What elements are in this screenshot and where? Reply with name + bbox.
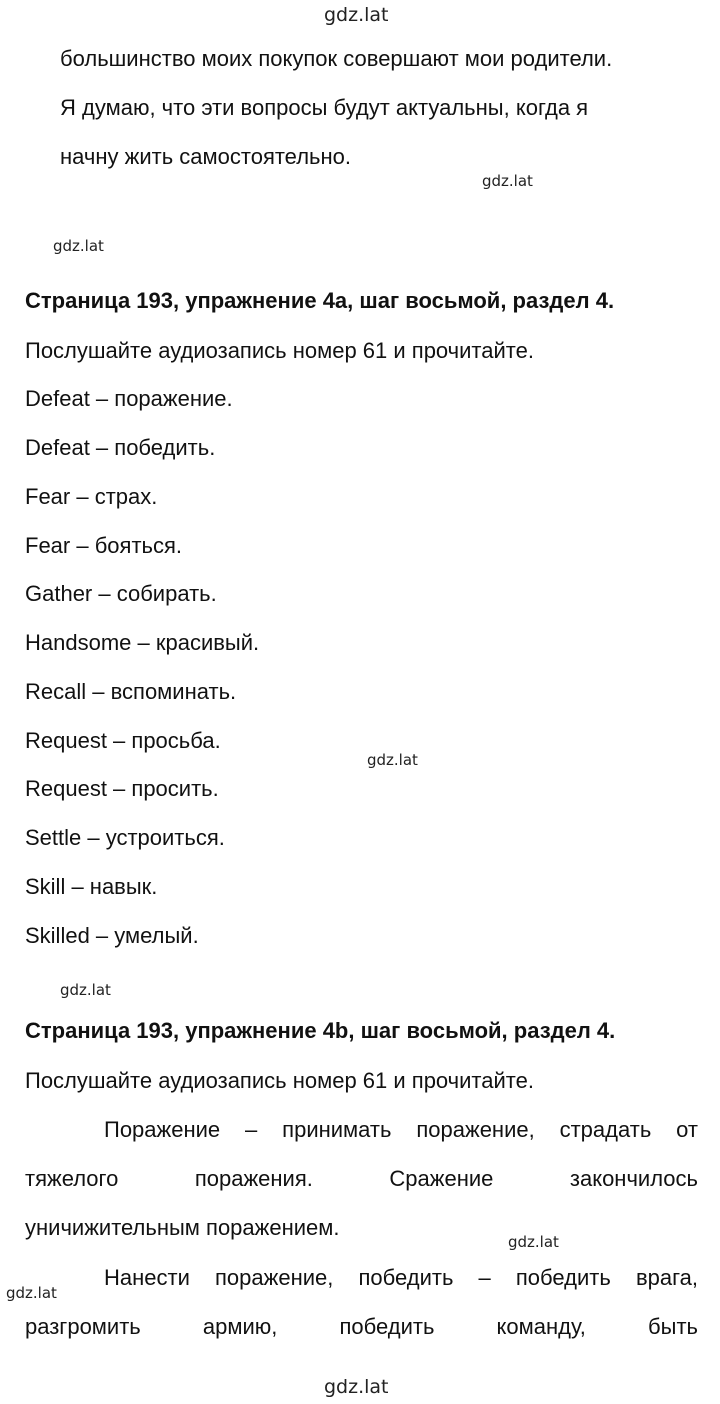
paragraph-line: разгромить армию, победить команду, быть xyxy=(25,1314,698,1339)
intro-line: начну жить самостоятельно. xyxy=(60,144,351,169)
intro-line: большинство моих покупок совершают мои родители. xyxy=(60,46,613,71)
paragraph-line: Нанести поражение, победить – победить врага, xyxy=(104,1265,698,1290)
vocabulary-item: Fear – страх. xyxy=(25,484,158,509)
watermark: gdz.lat xyxy=(508,1233,559,1251)
vocabulary-item: Fear – бояться. xyxy=(25,533,183,558)
paragraph-line: уничижительным поражением. xyxy=(25,1215,340,1240)
paragraph-line: Поражение – принимать поражение, страдать от xyxy=(104,1117,698,1142)
vocabulary-item: Gather – собирать. xyxy=(25,581,217,606)
instruction-text: Послушайте аудиозапись номер 61 и прочитайте. xyxy=(25,1068,534,1093)
paragraph-line: тяжелого поражения. Сражение закончилось xyxy=(25,1166,698,1191)
vocabulary-item: Skilled – умелый. xyxy=(25,923,199,948)
vocabulary-item: Request – просить. xyxy=(25,776,219,801)
section-heading: Страница 193, упражнение 4b, шаг восьмой, раздел 4. xyxy=(25,1018,616,1043)
watermark-bottom: gdz.lat xyxy=(324,1376,389,1398)
vocabulary-item: Skill – навык. xyxy=(25,874,158,899)
vocabulary-item: Recall – вспоминать. xyxy=(25,679,237,704)
watermark: gdz.lat xyxy=(6,1284,57,1302)
section-heading: Страница 193, упражнение 4a, шаг восьмой, раздел 4. xyxy=(25,288,615,313)
watermark-top: gdz.lat xyxy=(324,4,389,26)
intro-line: Я думаю, что эти вопросы будут актуальны, когда я xyxy=(60,95,589,120)
watermark: gdz.lat xyxy=(482,172,533,190)
watermark: gdz.lat xyxy=(53,237,104,255)
vocabulary-item: Settle – устроиться. xyxy=(25,825,225,850)
vocabulary-item: Defeat – победить. xyxy=(25,435,216,460)
vocabulary-item: Handsome – красивый. xyxy=(25,630,260,655)
vocabulary-item: Request – просьба. xyxy=(25,728,221,753)
instruction-text: Послушайте аудиозапись номер 61 и прочитайте. xyxy=(25,338,534,363)
watermark: gdz.lat xyxy=(60,981,111,999)
watermark: gdz.lat xyxy=(367,751,418,769)
vocabulary-item: Defeat – поражение. xyxy=(25,386,233,411)
